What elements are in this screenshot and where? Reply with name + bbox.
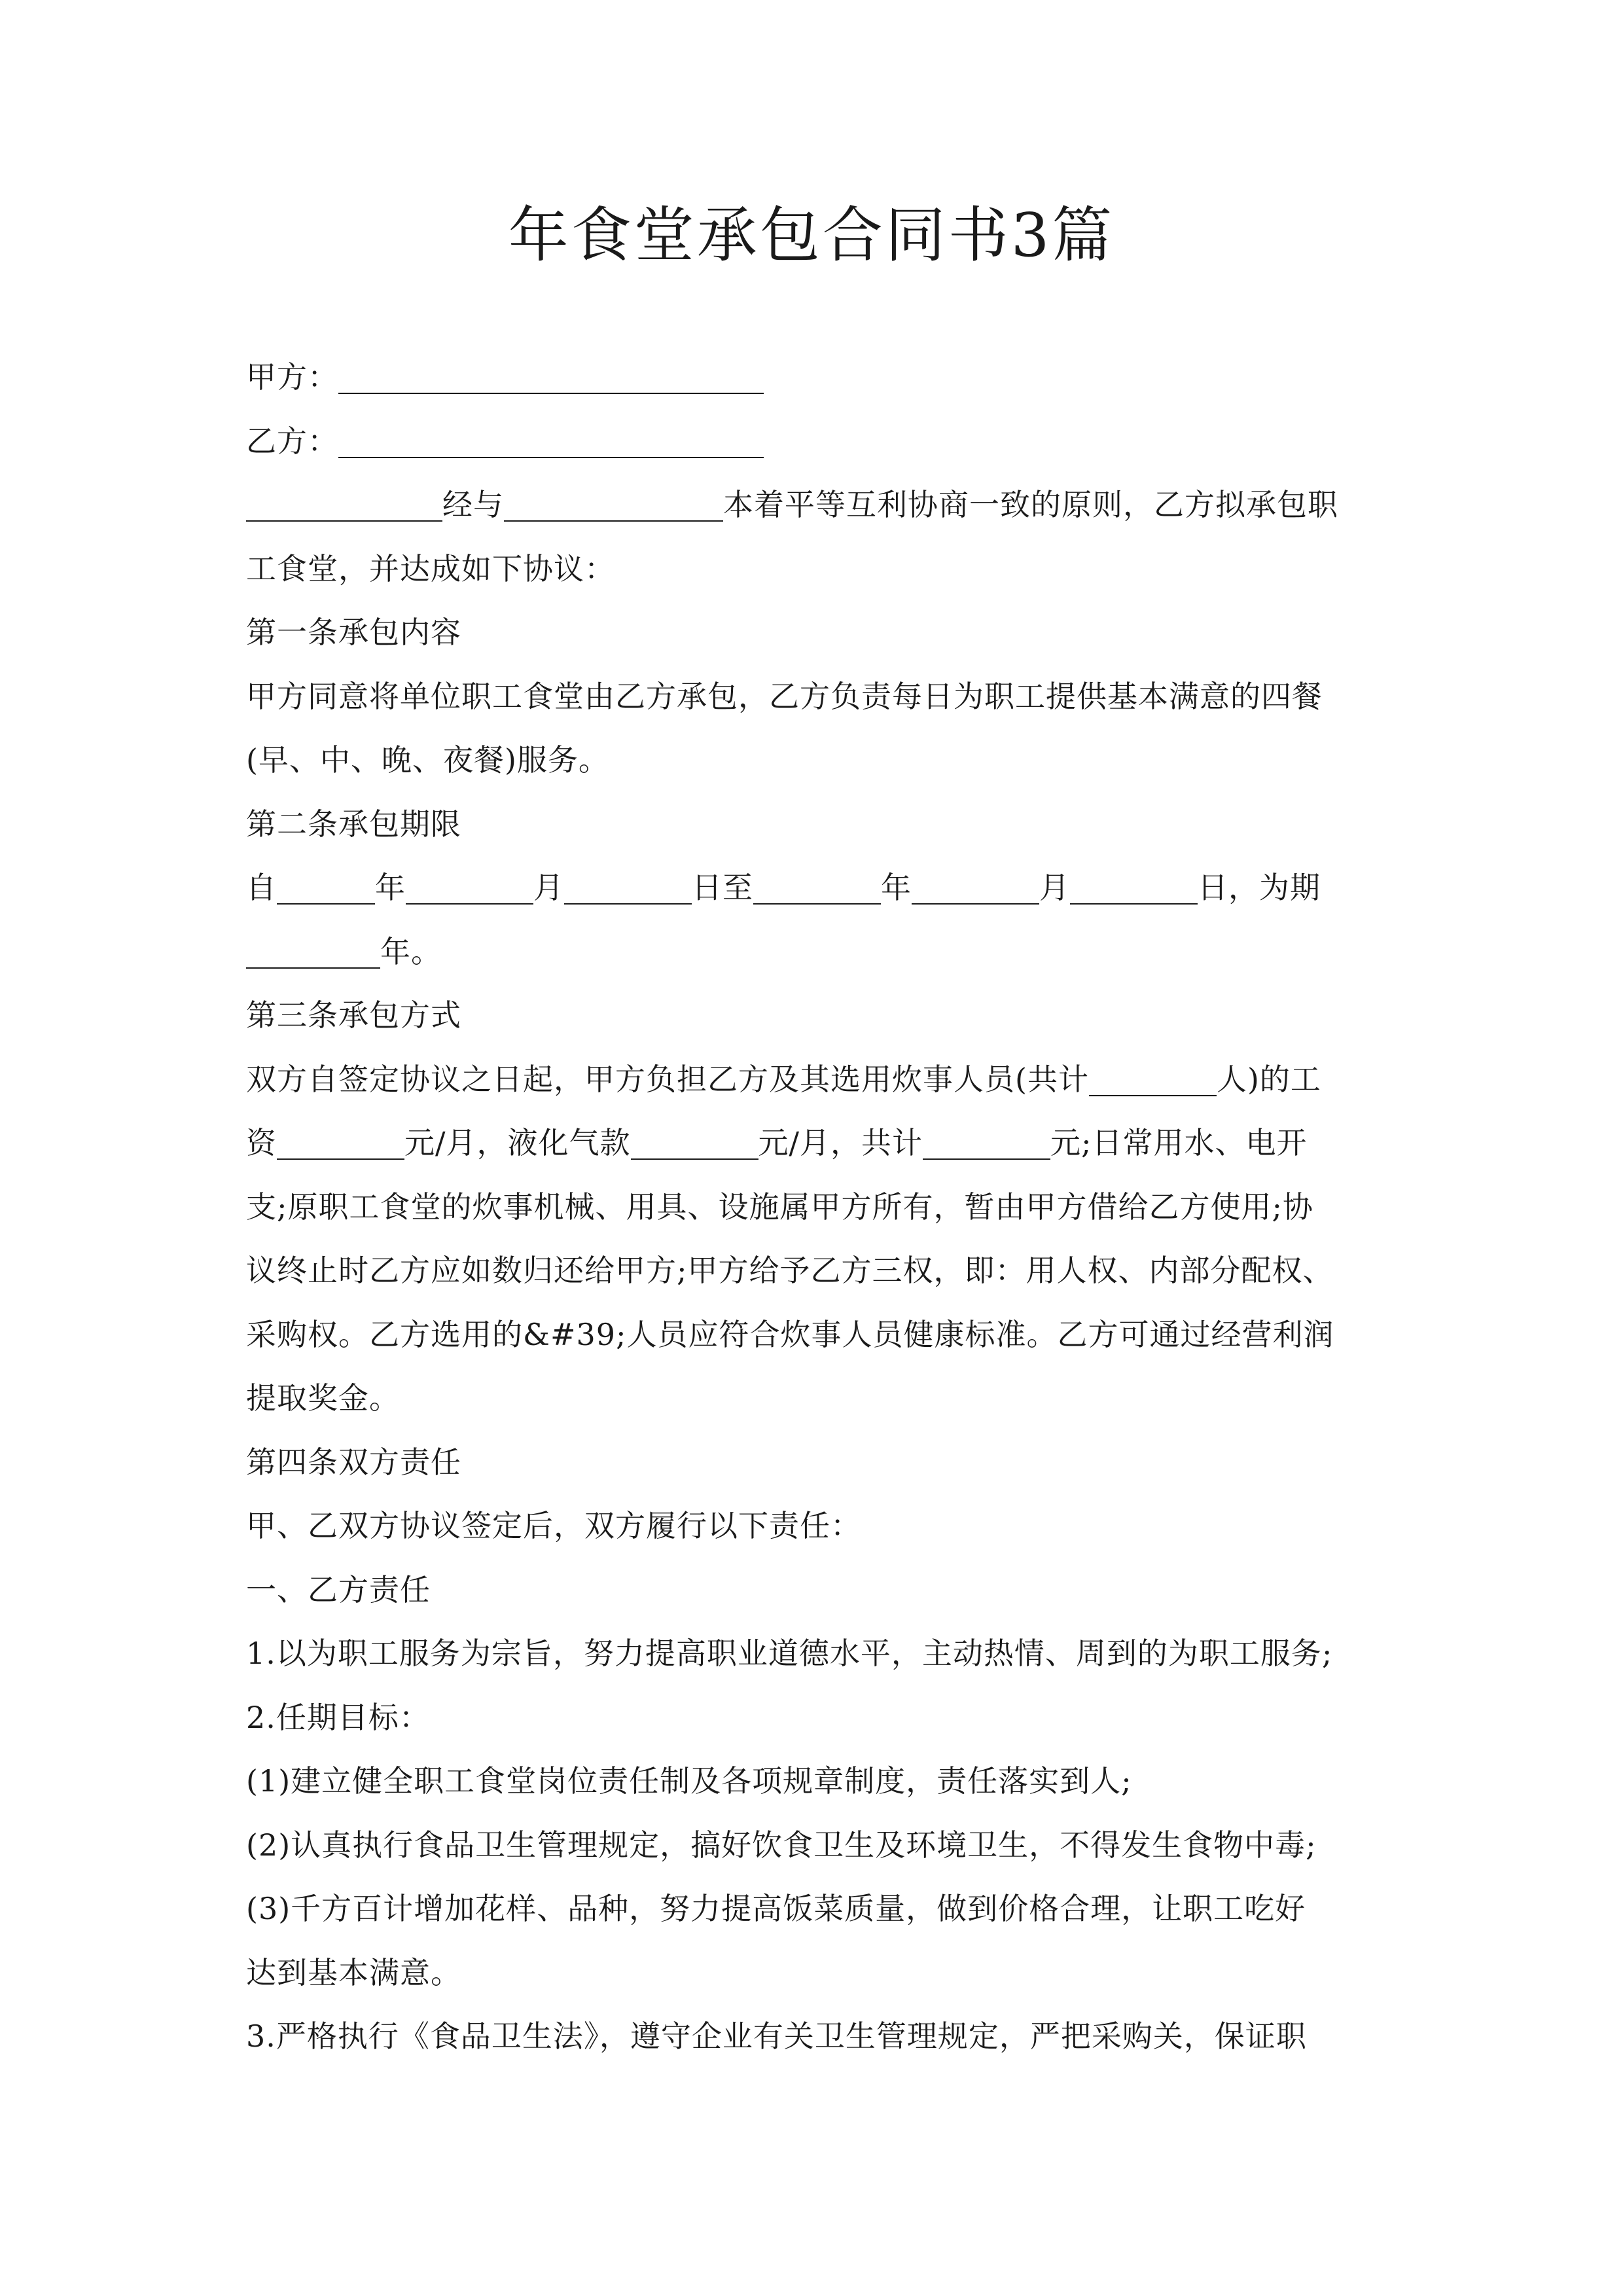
intro-line-1 bbox=[246, 473, 1385, 537]
article-2-term-line bbox=[246, 856, 1385, 920]
term-month-label: 月 bbox=[533, 870, 564, 905]
article-3-heading: 第三条承包方式 bbox=[246, 997, 461, 1033]
article-3-line-4: 议终止时乙方应如数归还给甲方;甲方给予乙方三权，即：用人权、内部分配权、 bbox=[246, 1253, 1334, 1288]
intro-blank-2 bbox=[504, 489, 723, 522]
article-3-text-2b: 元/月，液化气款 bbox=[404, 1125, 631, 1160]
term-end-month-label: 月 bbox=[1039, 870, 1070, 905]
end-month-blank bbox=[912, 872, 1039, 905]
article-4-item-1: 1.以为职工服务为宗旨，努力提高职业道德水平，主动热情、周到的为职工服务; bbox=[246, 1636, 1333, 1671]
article-4-item-2-3b: 达到基本满意。 bbox=[246, 1954, 461, 1990]
article-4-item-2-2: (2)认真执行食品卫生管理规定，搞好饮食卫生及环境卫生，不得发生食物中毒; bbox=[246, 1827, 1317, 1863]
article-4-intro: 甲、乙双方协议签定后，双方履行以下责任： bbox=[246, 1508, 861, 1543]
article-3-line-5: 采购权。乙方选用的&#39;人员应符合炊事人员健康标准。乙方可通过经营利润 bbox=[246, 1316, 1334, 1352]
document-body bbox=[246, 346, 1385, 2069]
party-b-blank bbox=[338, 425, 764, 457]
term-duration-label: 日，为期 bbox=[1198, 870, 1321, 905]
intro-text-2: 本着平等互利协商一致的原则，乙方拟承包职 bbox=[723, 487, 1338, 522]
article-4-heading: 第四条双方责任 bbox=[246, 1444, 461, 1480]
party-b-label: 乙方： bbox=[246, 423, 338, 459]
end-day-blank bbox=[1070, 872, 1198, 905]
article-3-text-2c: 元/月，共计 bbox=[758, 1125, 923, 1160]
article-1-line-2: (早、中、晚、夜餐)服务。 bbox=[246, 742, 609, 778]
end-year-blank bbox=[753, 872, 881, 905]
staff-count-blank bbox=[1089, 1063, 1217, 1096]
intro-blank-1 bbox=[246, 489, 442, 522]
duration-years-blank bbox=[246, 935, 380, 968]
term-day-to-label: 日至 bbox=[692, 870, 753, 905]
party-a-label: 甲方： bbox=[246, 359, 338, 395]
document-title: 年食堂承包合同书3篇 bbox=[508, 200, 1115, 270]
wage-blank bbox=[277, 1127, 404, 1160]
article-3-line-2 bbox=[246, 1111, 1385, 1175]
intro-text-1: 经与 bbox=[442, 487, 504, 522]
article-3-line-1 bbox=[246, 1048, 1385, 1112]
term-year-label: 年 bbox=[375, 870, 406, 905]
total-blank bbox=[923, 1127, 1050, 1160]
article-1-line-1: 甲方同意将单位职工食堂由乙方承包，乙方负责每日为职工提供基本满意的四餐 bbox=[246, 678, 1323, 714]
gas-fee-blank bbox=[631, 1127, 758, 1160]
article-1-heading: 第一条承包内容 bbox=[246, 615, 461, 650]
term-end-year-label: 年 bbox=[881, 870, 912, 905]
article-3-text-1b: 人)的工 bbox=[1216, 1061, 1321, 1097]
intro-line-2: 工食堂，并达成如下协议： bbox=[246, 550, 615, 586]
article-4-item-2: 2.任期目标： bbox=[246, 1699, 430, 1735]
article-3-line-3: 支;原职工食堂的炊事机械、用具、设施属甲方所有，暂由甲方借给乙方使用;协 bbox=[246, 1189, 1313, 1225]
article-2-heading: 第二条承包期限 bbox=[246, 806, 461, 842]
article-3-line-6: 提取奖金。 bbox=[246, 1380, 400, 1416]
article-3-text-2d: 元;日常用水、电开 bbox=[1050, 1125, 1308, 1160]
article-4-item-2-3a: (3)千方百计增加花样、品种，努力提高饭菜质量，做到价格合理，让职工吃好 bbox=[246, 1891, 1306, 1926]
duration-years-label: 年。 bbox=[380, 933, 442, 969]
article-4-subheading-1: 一、乙方责任 bbox=[246, 1571, 431, 1607]
term-from-label: 自 bbox=[246, 870, 277, 905]
article-3-text-1a: 双方自签定协议之日起，甲方负担乙方及其选用炊事人员(共计 bbox=[246, 1061, 1089, 1097]
party-a-blank bbox=[338, 361, 764, 394]
article-4-item-2-1: (1)建立健全职工食堂岗位责任制及各项规章制度，责任落实到人; bbox=[246, 1763, 1132, 1799]
start-year-blank bbox=[277, 872, 375, 905]
party-b-line bbox=[246, 410, 1385, 474]
start-month-blank bbox=[406, 872, 533, 905]
article-4-item-3: 3.严格执行《食品卫生法》，遵守企业有关卫生管理规定，严把采购关，保证职 bbox=[246, 2018, 1307, 2054]
start-day-blank bbox=[564, 872, 692, 905]
article-3-text-2a: 资 bbox=[246, 1125, 277, 1160]
article-2-duration-line bbox=[246, 920, 1385, 984]
party-a-line bbox=[246, 346, 1385, 410]
